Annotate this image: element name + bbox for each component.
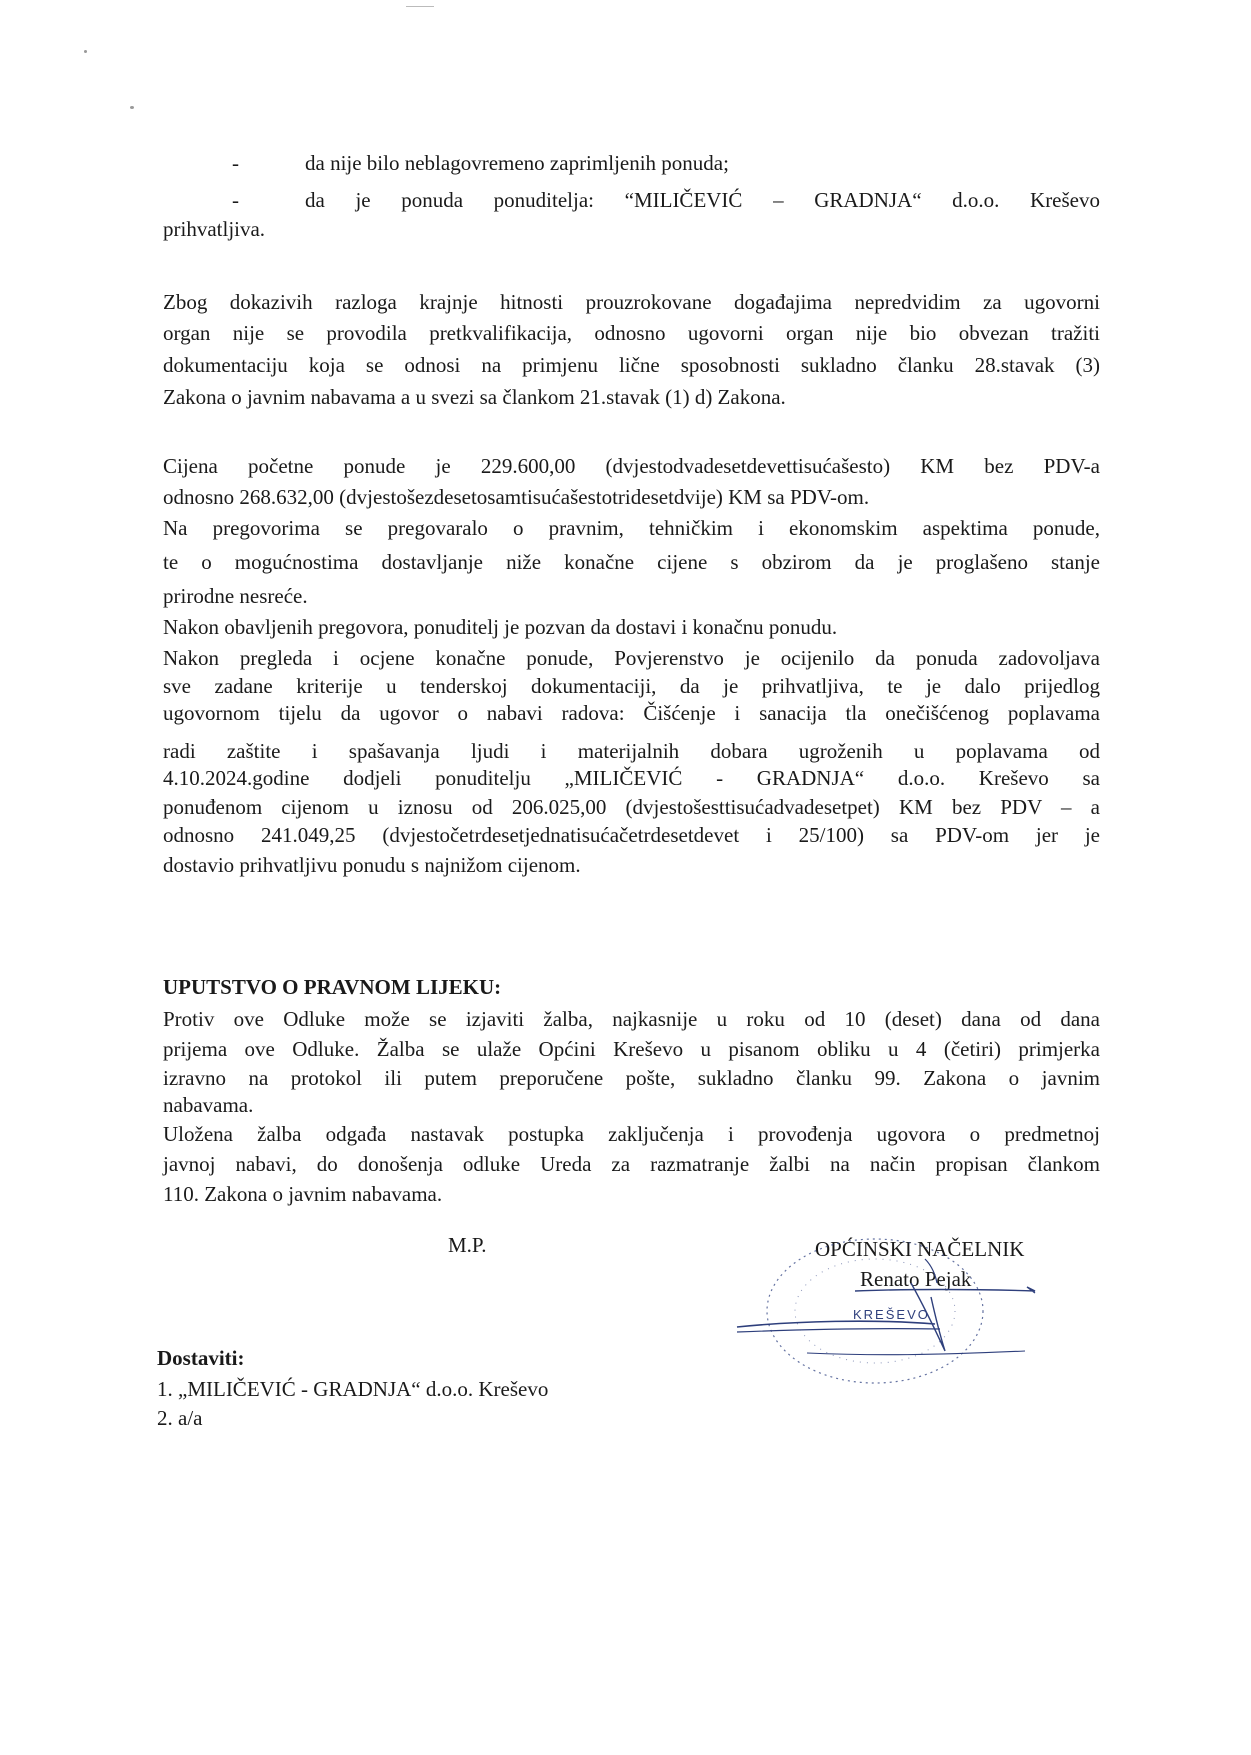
- paragraph-line: ugovornom tijelu da ugovor o nabavi radova: Čišćenje i sanacija tla onečišćenog poplavama: [163, 701, 1100, 725]
- legal-remedy-heading: UPUTSTVO O PRAVNOM LIJEKU:: [163, 975, 502, 999]
- bullet-dash: -: [232, 151, 239, 175]
- stamp-place-label: M.P.: [448, 1233, 487, 1257]
- legal-remedy-line: prijema ove Odluke. Žalba se ulaže Općini Kreševo u pisanom obliku u 4 (četiri) primjerka: [163, 1037, 1100, 1061]
- scan-speck: [130, 106, 134, 109]
- legal-remedy-line: 110. Zakona o javnim nabavama.: [163, 1182, 443, 1206]
- paragraph-line: odnosno 268.632,00 (dvjestošezdesetosamtisućašestotridesetdvije) KM sa PDV-om.: [163, 485, 870, 509]
- legal-remedy-line: nabavama.: [163, 1093, 254, 1117]
- seal-text: KREŠEVO: [853, 1307, 930, 1322]
- signatory-title: OPĆINSKI NAČELNIK: [815, 1237, 1025, 1261]
- paragraph-line: odnosno 241.049,25 (dvjestočetrdesetjednatisućačetrdesetdevet i 25/100) sa PDV-om jer je: [163, 823, 1100, 847]
- bullet-dash: -: [232, 188, 239, 212]
- bullet-continuation: prihvatljiva.: [163, 217, 266, 241]
- paragraph-line: prirodne nesreće.: [163, 584, 308, 608]
- official-seal-and-signature: [735, 1225, 1045, 1385]
- legal-remedy-line: Protiv ove Odluke može se izjaviti žalba, najkasnije u roku od 10 (deset) dana od dana: [163, 1007, 1100, 1031]
- paragraph-line: ponuđenom cijenom u iznosu od 206.025,00 (dvjestošesttisućadvadesetpet) KM bez PDV – a: [163, 795, 1100, 819]
- paragraph-line: te o mogućnostima dostavljanje niže konačne cijene s obzirom da je proglašeno stanje: [163, 550, 1100, 574]
- paragraph-line: dokumentaciju koja se odnosi na primjenu lične sposobnosti sukladno članku 28.stavak (3): [163, 353, 1100, 377]
- paragraph-line: Zakona o javnim nabavama a u svezi sa člankom 21.stavak (1) d) Zakona.: [163, 385, 786, 409]
- paragraph-line: Na pregovorima se pregovaralo o pravnim, tehničkim i ekonomskim aspektima ponude,: [163, 516, 1100, 540]
- paragraph-line: Zbog dokazivih razloga krajnje hitnosti prouzrokovane događajima nepredvidim za ugovorni: [163, 290, 1100, 314]
- delivery-heading: Dostaviti:: [157, 1346, 245, 1370]
- paragraph-line: dostavio prihvatljivu ponudu s najnižom cijenom.: [163, 853, 581, 877]
- paragraph-line: organ nije se provodila pretkvalifikacija, odnosno ugovorni organ nije bio obvezan tražiti: [163, 321, 1100, 345]
- delivery-item: 1. „MILIČEVIĆ - GRADNJA“ d.o.o. Kreševo: [157, 1377, 549, 1401]
- bullet-text: da je ponuda ponuditelja: “MILIČEVIĆ – GRADNJA“ d.o.o. Kreševo: [305, 188, 1100, 212]
- paragraph-line: Cijena početne ponude je 229.600,00 (dvjestodvadesetdevettisućašesto) KM bez PDV-a: [163, 454, 1100, 478]
- bullet-text: da nije bilo neblagovremeno zaprimljenih ponuda;: [305, 151, 729, 175]
- scan-speck: [406, 6, 434, 7]
- paragraph-line: Nakon pregleda i ocjene konačne ponude, Povjerenstvo je ocijenilo da ponuda zadovoljava: [163, 646, 1100, 670]
- paragraph-line: 4.10.2024.godine dodjeli ponuditelju „MILIČEVIĆ - GRADNJA“ d.o.o. Kreševo sa: [163, 766, 1100, 790]
- delivery-item: 2. a/a: [157, 1406, 203, 1430]
- paragraph-line: radi zaštite i spašavanja ljudi i materijalnih dobara ugroženih u poplavama od: [163, 739, 1100, 763]
- legal-remedy-line: javnoj nabavi, do donošenja odluke Ureda za razmatranje žalbi na način propisan člankom: [163, 1152, 1100, 1176]
- paragraph-line: sve zadane kriterije u tenderskoj dokumentaciji, da je prihvatljiva, te je dalo prijedlog: [163, 674, 1100, 698]
- signatory-name: Renato Pejak: [860, 1267, 972, 1291]
- paragraph-line: Nakon obavljenih pregovora, ponuditelj je pozvan da dostavi i konačnu ponudu.: [163, 615, 838, 639]
- legal-remedy-line: izravno na protokol ili putem preporučene pošte, sukladno članku 99. Zakona o javnim: [163, 1066, 1100, 1090]
- legal-remedy-line: Uložena žalba odgađa nastavak postupka zaključenja i provođenja ugovora o predmetnoj: [163, 1122, 1100, 1146]
- scan-speck: [84, 50, 87, 53]
